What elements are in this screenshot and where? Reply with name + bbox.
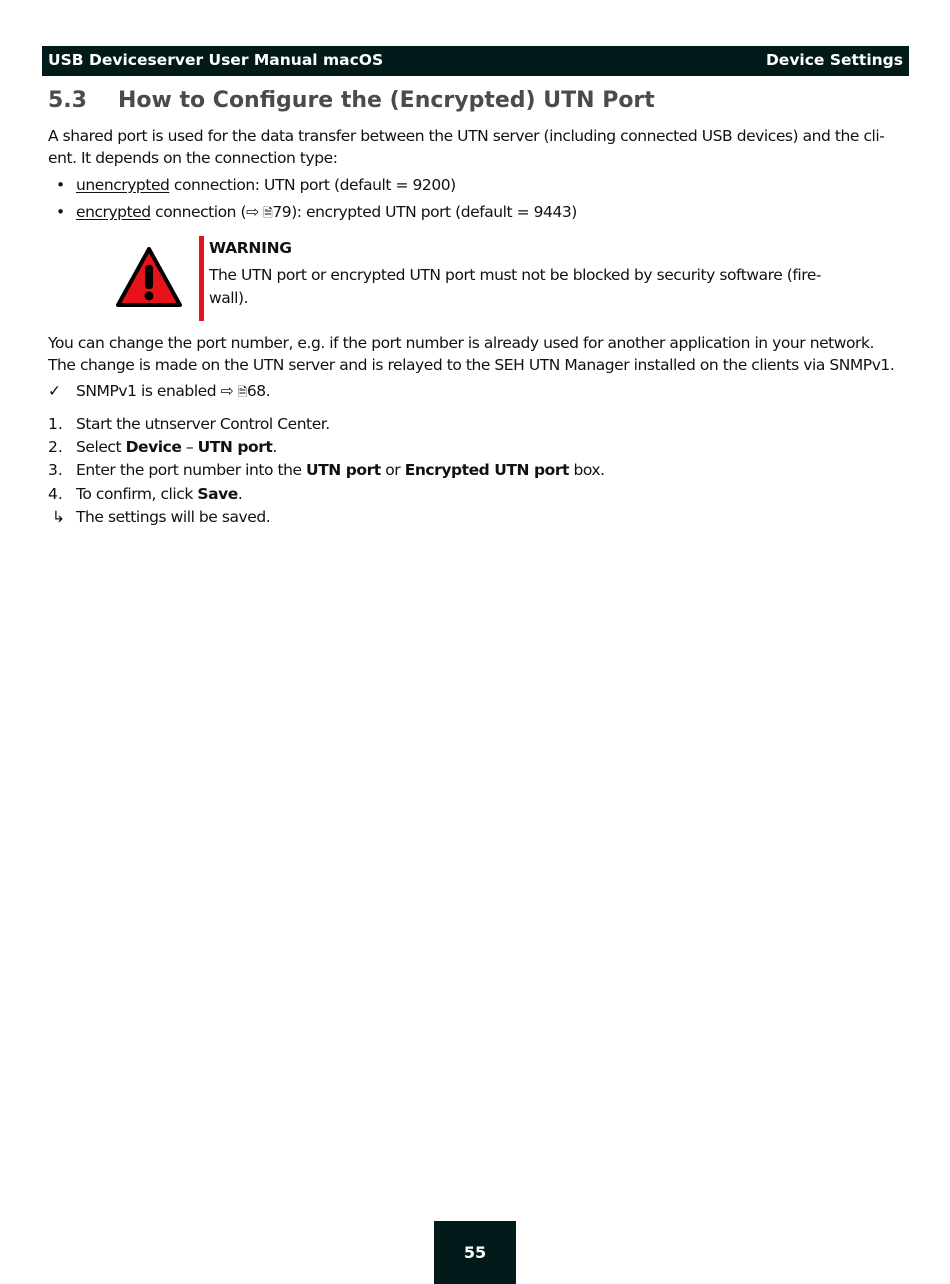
running-header	[42, 46, 909, 76]
section-number: 5.3	[48, 88, 87, 113]
page-number: 55	[434, 1221, 516, 1284]
step-text: .	[237, 485, 243, 503]
bullet-dot: •	[56, 176, 66, 194]
ui-term-utn-port: UTN port	[197, 438, 273, 456]
step-text: or	[380, 461, 405, 479]
bullet-item-encrypted	[76, 201, 577, 224]
step-text: –	[181, 438, 198, 456]
bullet-dot: •	[56, 203, 66, 221]
step-2	[76, 436, 277, 458]
bullet-text: ): encrypted UTN port (default = 9443)	[291, 203, 577, 221]
checkmark-icon: ✓	[48, 382, 61, 400]
step-text: Select	[76, 438, 126, 456]
prerequisite-text: SNMPv1 is enabled	[76, 382, 221, 400]
step-number: 3.	[48, 461, 63, 479]
section-heading	[48, 88, 655, 113]
result-arrow-icon: ↳	[52, 508, 65, 526]
step-4	[76, 483, 242, 505]
header-manual-title: USB Deviceserver User Manual macOS	[48, 51, 384, 69]
header-chapter-title: Device Settings	[765, 51, 903, 69]
bullet-term: encrypted	[76, 203, 151, 221]
ui-term-device: Device	[125, 438, 182, 456]
page-document-icon: 🗎	[263, 206, 273, 220]
step-text: To confirm, click	[76, 485, 198, 503]
ui-term-encrypted-utn-port: Encrypted UTN port	[404, 461, 569, 479]
paragraph-line-1: You can change the port number, e.g. if the port number is already used for another application in your network.	[48, 334, 874, 352]
intro-line-1: A shared port is used for the data transfer between the UTN server (including connected USB devices) and the cli-	[48, 127, 885, 145]
warning-text-line-1: The UTN port or encrypted UTN port must not be blocked by security software (fire-	[209, 266, 822, 284]
warning-text-line-2: wall).	[209, 289, 249, 307]
warning-side-bar	[199, 236, 204, 321]
bullet-text: connection: UTN port (default = 9200)	[169, 176, 456, 194]
bullet-item-unencrypted	[76, 174, 456, 196]
step-number: 4.	[48, 485, 63, 503]
warning-title: WARNING	[209, 239, 292, 257]
bullet-text: connection (	[150, 203, 247, 221]
step-text: .	[272, 438, 277, 456]
paragraph-line-2: The change is made on the UTN server and is relayed to the SEH UTN Manager installed on the clients via SNMPv1.	[48, 356, 895, 374]
step-text: Enter the port number into the	[76, 461, 307, 479]
reference-page: 68	[246, 382, 266, 400]
prerequisite	[76, 380, 270, 403]
step-number: 1.	[48, 415, 63, 433]
cross-reference-link[interactable]	[221, 382, 266, 400]
section-title: How to Configure the (Encrypted) UTN Port	[118, 88, 655, 113]
prerequisite-end: .	[265, 382, 271, 400]
step-3	[76, 459, 605, 481]
intro-line-2: ent. It depends on the connection type:	[48, 149, 338, 167]
reference-arrow-icon: ⇨	[220, 382, 234, 400]
reference-page: 79	[272, 203, 292, 221]
cross-reference-link[interactable]	[246, 203, 291, 221]
step-text: box.	[569, 461, 605, 479]
step-number: 2.	[48, 438, 63, 456]
page-document-icon: 🗎	[237, 385, 247, 399]
ui-term-utn-port: UTN port	[306, 461, 381, 479]
reference-arrow-icon: ⇨	[246, 203, 259, 221]
result-text: The settings will be saved.	[76, 508, 271, 526]
bullet-term: unencrypted	[76, 176, 170, 194]
ui-term-save: Save	[197, 485, 238, 503]
warning-triangle-icon	[114, 245, 184, 309]
step-1: Start the utnserver Control Center.	[76, 415, 330, 433]
